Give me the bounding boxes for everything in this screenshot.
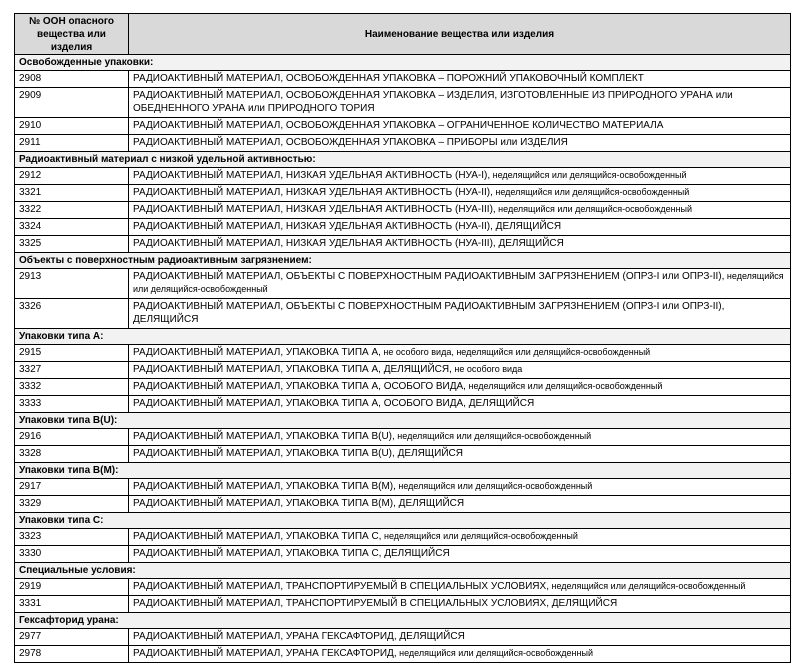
un-number-cell: 2977 (15, 629, 129, 646)
substance-name-cell (129, 446, 791, 463)
substance-qualifier: неделящийся или делящийся-освобожденный (381, 531, 578, 541)
substance-name: РАДИОАКТИВНЫЙ МАТЕРИАЛ, УПАКОВКА ТИПА С, (133, 531, 382, 542)
table-row (15, 446, 791, 463)
section-title: Объекты с поверхностным радиоактивным загрязнением: (15, 253, 791, 269)
table-row (15, 88, 791, 118)
substance-qualifier: неделящийся или делящийся-освобожденный (133, 271, 784, 294)
substance-name-cell (129, 362, 791, 379)
table-header-row (15, 14, 791, 55)
table-body (15, 55, 791, 663)
substance-name: РАДИОАКТИВНЫЙ МАТЕРИАЛ, УПАКОВКА ТИПА А, ДЕЛЯЩИЙСЯ, (133, 364, 452, 375)
substance-name: РАДИОАКТИВНЫЙ МАТЕРИАЛ, ОБЪЕКТЫ С ПОВЕРХНОСТНЫМ РАДИОАКТИВНЫМ ЗАГРЯЗНЕНИЕМ (ОПРЗ-I или ОПРЗ-II), (133, 271, 725, 282)
un-number-cell: 2978 (15, 646, 129, 663)
substance-name-cell (129, 429, 791, 446)
un-number-cell: 3326 (15, 299, 129, 329)
substance-qualifier: не особого вида (451, 364, 523, 374)
un-number-cell: 3327 (15, 362, 129, 379)
header-substance-name: Наименование вещества или изделия (129, 14, 791, 55)
un-number-cell: 3330 (15, 546, 129, 563)
substance-name-cell (129, 185, 791, 202)
header-un-number: № ООН опасного вещества или изделия (15, 14, 129, 55)
un-number-cell: 3328 (15, 446, 129, 463)
table-row (15, 269, 791, 299)
substance-name: РАДИОАКТИВНЫЙ МАТЕРИАЛ, УПАКОВКА ТИПА В(М), ДЕЛЯЩИЙСЯ (133, 498, 465, 509)
substance-qualifier: неделящийся или делящийся-освобожденный (396, 648, 593, 658)
un-number-cell: 3324 (15, 219, 129, 236)
table-row (15, 219, 791, 236)
substance-name: РАДИОАКТИВНЫЙ МАТЕРИАЛ, ОСВОБОЖДЕННАЯ УПАКОВКА – ПРИБОРЫ или ИЗДЕЛИЯ (133, 137, 568, 148)
substance-name-cell (129, 269, 791, 299)
substance-name-cell (129, 71, 791, 88)
substance-name: РАДИОАКТИВНЫЙ МАТЕРИАЛ, ОСВОБОЖДЕННАЯ УПАКОВКА – ПОРОЖНИЙ УПАКОВОЧНЫЙ КОМПЛЕКТ (133, 73, 644, 84)
un-number-cell: 2910 (15, 118, 129, 135)
un-number-cell: 3322 (15, 202, 129, 219)
un-number-cell: 3325 (15, 236, 129, 253)
substance-name-cell (129, 219, 791, 236)
substance-name: РАДИОАКТИВНЫЙ МАТЕРИАЛ, ТРАНСПОРТИРУЕМЫЙ В СПЕЦИАЛЬНЫХ УСЛОВИЯХ, ДЕЛЯЩИЙСЯ (133, 598, 618, 609)
section-title: Упаковки типа А: (15, 329, 791, 345)
section-title: Освобожденные упаковки: (15, 55, 791, 71)
substance-name-cell (129, 546, 791, 563)
substance-qualifier: неделящийся или делящийся-освобожденный (492, 187, 690, 197)
section-row (15, 463, 791, 479)
table-row (15, 379, 791, 396)
section-row (15, 329, 791, 345)
substance-name-cell (129, 646, 791, 663)
substance-name: РАДИОАКТИВНЫЙ МАТЕРИАЛ, НИЗКАЯ УДЕЛЬНАЯ АКТИВНОСТЬ (НУА-II), ДЕЛЯЩИЙСЯ (133, 221, 562, 232)
table-row (15, 596, 791, 613)
un-number-cell: 3331 (15, 596, 129, 613)
substance-name: РАДИОАКТИВНЫЙ МАТЕРИАЛ, ТРАНСПОРТИРУЕМЫЙ В СПЕЦИАЛЬНЫХ УСЛОВИЯХ, (133, 581, 549, 592)
table-row (15, 362, 791, 379)
substance-name-cell (129, 345, 791, 362)
substance-qualifier: неделящийся или делящийся-освобожденный (495, 204, 693, 214)
section-row (15, 563, 791, 579)
substance-name: РАДИОАКТИВНЫЙ МАТЕРИАЛ, УПАКОВКА ТИПА С, ДЕЛЯЩИЙСЯ (133, 548, 450, 559)
substance-name-cell (129, 168, 791, 185)
section-title: Упаковки типа В(М): (15, 463, 791, 479)
table-row (15, 71, 791, 88)
section-row (15, 55, 791, 71)
table-row (15, 646, 791, 663)
substance-name-cell (129, 88, 791, 118)
substance-qualifier: неделящийся или делящийся-освобожденный (395, 481, 593, 491)
substance-name-cell (129, 479, 791, 496)
section-row (15, 513, 791, 529)
substance-name-cell (129, 135, 791, 152)
un-number-cell: 2912 (15, 168, 129, 185)
substance-qualifier: неделящийся или делящийся-освобожденный (548, 581, 746, 591)
section-title: Специальные условия: (15, 563, 791, 579)
section-title: Упаковки типа С: (15, 513, 791, 529)
un-number-cell: 3323 (15, 529, 129, 546)
section-title: Радиоактивный материал с низкой удельной активностью: (15, 152, 791, 168)
substance-name-cell (129, 236, 791, 253)
substance-name: РАДИОАКТИВНЫЙ МАТЕРИАЛ, УРАНА ГЕКСАФТОРИД, ДЕЛЯЩИЙСЯ (133, 631, 465, 642)
substance-name: РАДИОАКТИВНЫЙ МАТЕРИАЛ, УПАКОВКА ТИПА В(М), (133, 481, 396, 492)
substance-name: РАДИОАКТИВНЫЙ МАТЕРИАЛ, УПАКОВКА ТИПА А, ОСОБОГО ВИДА, (133, 381, 466, 392)
un-number-cell: 2917 (15, 479, 129, 496)
table-row (15, 345, 791, 362)
un-number-cell: 2908 (15, 71, 129, 88)
section-title: Гексафторид урана: (15, 613, 791, 629)
un-number-cell: 3333 (15, 396, 129, 413)
substance-name-cell (129, 596, 791, 613)
substance-name: РАДИОАКТИВНЫЙ МАТЕРИАЛ, УПАКОВКА ТИПА В(U), (133, 431, 395, 442)
substance-name: РАДИОАКТИВНЫЙ МАТЕРИАЛ, ОБЪЕКТЫ С ПОВЕРХНОСТНЫМ РАДИОАКТИВНЫМ ЗАГРЯЗНЕНИЕМ (ОПРЗ-I или ОПРЗ-II), ДЕЛЯЩИЙСЯ (133, 301, 725, 325)
substance-qualifier: неделящийся или делящийся-освобожденный (465, 381, 663, 391)
substance-qualifier: неделящийся или делящийся-освобожденный (490, 170, 687, 180)
substance-name-cell (129, 496, 791, 513)
table-row (15, 529, 791, 546)
un-number-cell: 2911 (15, 135, 129, 152)
un-number-cell: 2916 (15, 429, 129, 446)
table-row (15, 185, 791, 202)
substance-name: РАДИОАКТИВНЫЙ МАТЕРИАЛ, НИЗКАЯ УДЕЛЬНАЯ АКТИВНОСТЬ (НУА-I), (133, 170, 491, 181)
un-number-cell: 3332 (15, 379, 129, 396)
table-row (15, 168, 791, 185)
substance-name-cell (129, 529, 791, 546)
substance-name-cell (129, 396, 791, 413)
substance-name-cell (129, 118, 791, 135)
un-number-cell: 2915 (15, 345, 129, 362)
un-number-cell: 3329 (15, 496, 129, 513)
table-row (15, 546, 791, 563)
substance-name: РАДИОАКТИВНЫЙ МАТЕРИАЛ, НИЗКАЯ УДЕЛЬНАЯ АКТИВНОСТЬ (НУА-III), ДЕЛЯЩИЙСЯ (133, 238, 564, 249)
substance-qualifier: не особого вида, неделящийся или делящийся-освобожденный (380, 347, 651, 357)
un-number-cell: 2919 (15, 579, 129, 596)
substance-name-cell (129, 379, 791, 396)
table-row (15, 396, 791, 413)
substance-name: РАДИОАКТИВНЫЙ МАТЕРИАЛ, УПАКОВКА ТИПА В(U), ДЕЛЯЩИЙСЯ (133, 448, 463, 459)
table-row (15, 118, 791, 135)
table-row (15, 299, 791, 329)
substance-name: РАДИОАКТИВНЫЙ МАТЕРИАЛ, НИЗКАЯ УДЕЛЬНАЯ АКТИВНОСТЬ (НУА-III), (133, 204, 496, 215)
substance-name: РАДИОАКТИВНЫЙ МАТЕРИАЛ, НИЗКАЯ УДЕЛЬНАЯ АКТИВНОСТЬ (НУА-II), (133, 187, 493, 198)
un-numbers-table (14, 13, 791, 663)
table-row (15, 429, 791, 446)
un-number-cell: 3321 (15, 185, 129, 202)
un-number-cell: 2909 (15, 88, 129, 118)
substance-name: РАДИОАКТИВНЫЙ МАТЕРИАЛ, УРАНА ГЕКСАФТОРИД, (133, 648, 397, 659)
substance-name: РАДИОАКТИВНЫЙ МАТЕРИАЛ, ОСВОБОЖДЕННАЯ УПАКОВКА – ИЗДЕЛИЯ, ИЗГОТОВЛЕННЫЕ ИЗ ПРИРОДНОГО УРАНА или ОБЕДНЕННОГО УРАНА или ПРИРОДНОГО ТОРИЯ (133, 90, 733, 114)
section-title: Упаковки типа В(U): (15, 413, 791, 429)
section-row (15, 413, 791, 429)
table-row (15, 479, 791, 496)
substance-name-cell (129, 202, 791, 219)
substance-qualifier: неделящийся или делящийся-освобожденный (394, 431, 592, 441)
table-row (15, 236, 791, 253)
table-row (15, 496, 791, 513)
table-row (15, 579, 791, 596)
table-row (15, 135, 791, 152)
section-row (15, 152, 791, 168)
substance-name-cell (129, 579, 791, 596)
un-number-cell: 2913 (15, 269, 129, 299)
section-row (15, 613, 791, 629)
table-row (15, 202, 791, 219)
substance-name: РАДИОАКТИВНЫЙ МАТЕРИАЛ, УПАКОВКА ТИПА А, ОСОБОГО ВИДА, ДЕЛЯЩИЙСЯ (133, 398, 535, 409)
substance-name-cell (129, 299, 791, 329)
substance-name: РАДИОАКТИВНЫЙ МАТЕРИАЛ, УПАКОВКА ТИПА А, (133, 347, 381, 358)
substance-name: РАДИОАКТИВНЫЙ МАТЕРИАЛ, ОСВОБОЖДЕННАЯ УПАКОВКА – ОГРАНИЧЕННОЕ КОЛИЧЕСТВО МАТЕРИАЛА (133, 120, 664, 131)
section-row (15, 253, 791, 269)
